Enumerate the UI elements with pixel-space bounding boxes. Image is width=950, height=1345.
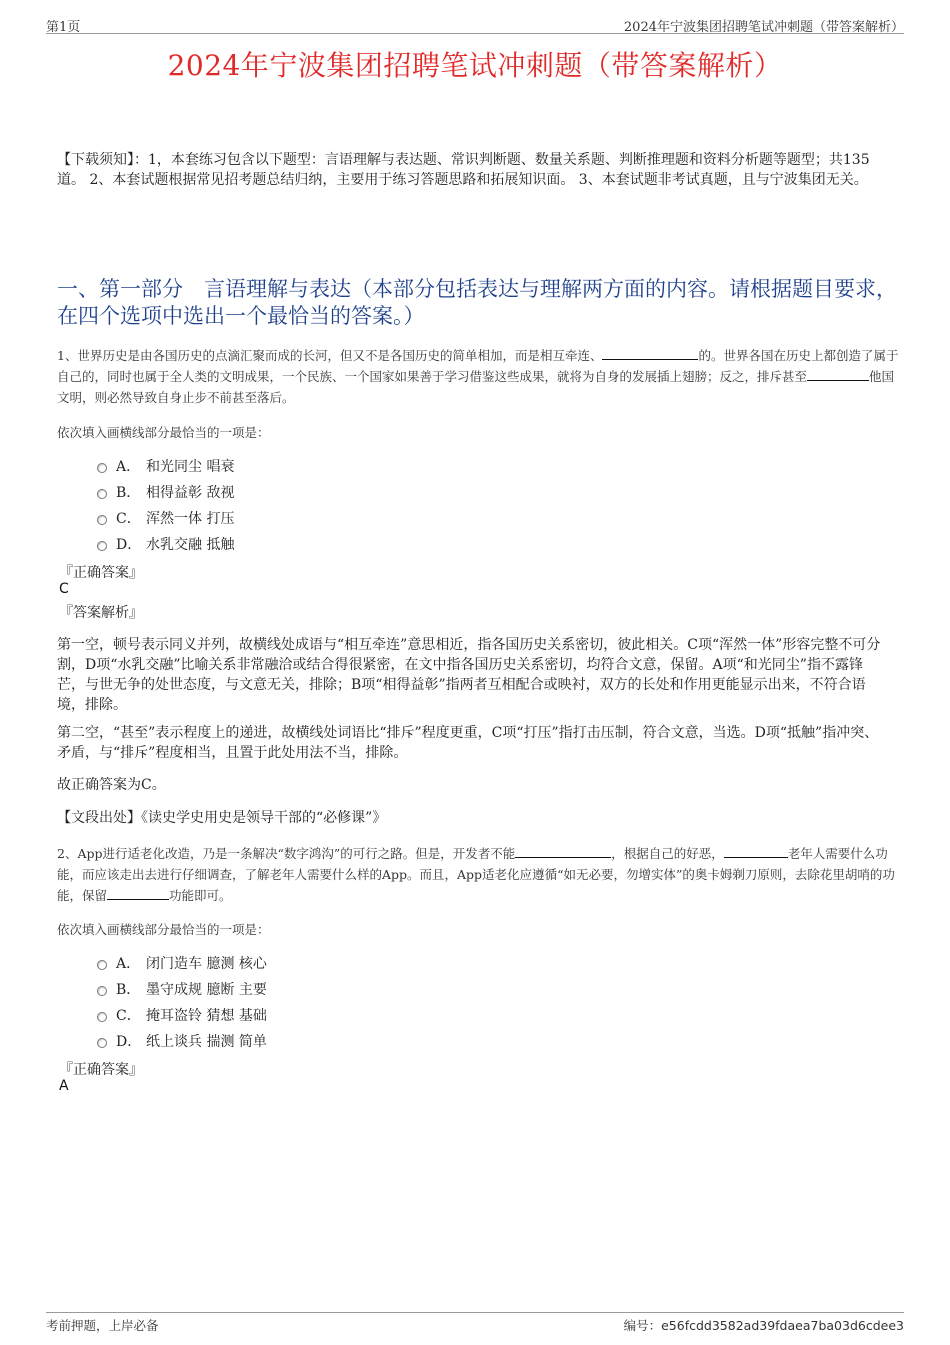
- text-source: 【文段出处】《读史学史用史是领导干部的“必修课”》: [57, 810, 387, 826]
- footer-slogan: 考前押题，上岸必备: [46, 1318, 159, 1333]
- option-a[interactable]: A． 和光同尘 唱衰: [97, 453, 234, 479]
- blank-line: [107, 887, 169, 900]
- option-b[interactable]: B． 墨守成规 臆断 主要: [97, 976, 267, 1002]
- answer-label: 『正确答案』: [59, 1062, 143, 1078]
- analysis-conclusion: 故正确答案为C。: [57, 777, 166, 793]
- blank-line: [602, 347, 698, 360]
- answer-value: C: [59, 581, 69, 597]
- option-c[interactable]: C． 浑然一体 打压: [97, 505, 234, 531]
- document-code: 编号：e56fcdd3582ad39fdaea7ba03d6cdee3: [623, 1318, 904, 1333]
- section-heading: 一、第一部分 言语理解与表达（本部分包括表达与理解两方面的内容。请根据题目要求，在四个选项中选出一个最恰当的答案。）: [57, 277, 897, 328]
- answer-label: 『正确答案』: [59, 565, 143, 581]
- radio-button[interactable]: [97, 960, 107, 970]
- page-footer: [46, 1312, 904, 1333]
- option-b[interactable]: B． 相得益彰 敌视: [97, 479, 234, 505]
- document-title: 2024年宁波集团招聘笔试冲刺题（带答案解析）: [167, 49, 783, 82]
- question-2-options: [97, 950, 267, 1054]
- blank-line: [724, 845, 788, 858]
- radio-button[interactable]: [97, 463, 107, 473]
- header-doc-title: 2024年宁波集团招聘笔试冲刺题（带答案解析）: [623, 20, 904, 35]
- question-2-prompt: 依次填入画横线部分最恰当的一项是：: [57, 922, 270, 937]
- analysis-label: 『答案解析』: [59, 605, 143, 621]
- answer-value: A: [59, 1078, 69, 1094]
- option-d[interactable]: D． 纸上谈兵 揣测 简单: [97, 1028, 267, 1054]
- option-a[interactable]: A． 闭门造车 臆测 核心: [97, 950, 267, 976]
- radio-button[interactable]: [97, 541, 107, 551]
- radio-button[interactable]: [97, 515, 107, 525]
- question-1-options: [97, 453, 234, 557]
- blank-line: [515, 845, 611, 858]
- radio-button[interactable]: [97, 489, 107, 499]
- page-header: [46, 14, 904, 34]
- option-c[interactable]: C． 掩耳盗铃 猜想 基础: [97, 1002, 267, 1028]
- radio-button[interactable]: [97, 1012, 107, 1022]
- blank-line: [807, 368, 869, 381]
- download-notice: 【下载须知】：1，本套练习包含以下题型：言语理解与表达题、常识判断题、数量关系题、判断推理题和资料分析题等题型；共135道。 2、本套试题根据常见招考题总结归纳，主要用于练习答题思路和拓展知识面。 3、本套试题非考试真题，且与宁波集团无关。: [57, 152, 870, 188]
- analysis-paragraph-2: 第二空，“甚至”表示程度上的递进，故横线处词语比“排斥”程度更重，C项“打压”指打击压制，符合文意，当选。D项“抵触”指冲突、矛盾，与“排斥”程度相当，且置于此处用法不当，排除。: [57, 725, 879, 761]
- radio-button[interactable]: [97, 1038, 107, 1048]
- question-1-text: 1、世界历史是由各国历史的点滴汇聚而成的长河，但又不是各国历史的简单相加，而是相互牵连、 的。世界各国在历史上都创造了属于自己的，同时也属于全人类的文明成果，一个民族、一个国家如果善于学习借鉴这些成果，就将为自身的发展插上翅膀；反之，排斥甚至 他国文明，则必然导致自身止步不前甚至落后。: [57, 348, 899, 405]
- page-number: 第1页: [46, 20, 81, 35]
- question-1-prompt: 依次填入画横线部分最恰当的一项是：: [57, 425, 270, 440]
- analysis-paragraph-1: 第一空，顿号表示同义并列，故横线处成语与“相互牵连”意思相近，指各国历史关系密切，彼此相关。C项“浑然一体”形容完整不可分割，D项“水乳交融”比喻关系非常融洽或结合得很紧密，在文中指各国历史关系密切，均符合文意，保留。A项“和光同尘”指不露锋芒，与世无争的处世态度，与文意无关，排除；B项“相得益彰”指两者互相配合或映衬，双方的长处和作用更能显示出来，不符合语境，排除。: [57, 637, 881, 713]
- option-d[interactable]: D． 水乳交融 抵触: [97, 531, 234, 557]
- question-2-text: 2、App进行适老化改造，乃是一条解决“数字鸿沟”的可行之路。但是，开发者不能 ，根据自己的好恶， 老年人需要什么功能，而应该走出去进行仔细调查，了解老年人需要什么样的App。而且，App适老化应遵循“如无必要，勿增实体”的奥卡姆剃刀原则，去除花里胡哨的功能，保留 功能即可。: [57, 846, 895, 903]
- radio-button[interactable]: [97, 986, 107, 996]
